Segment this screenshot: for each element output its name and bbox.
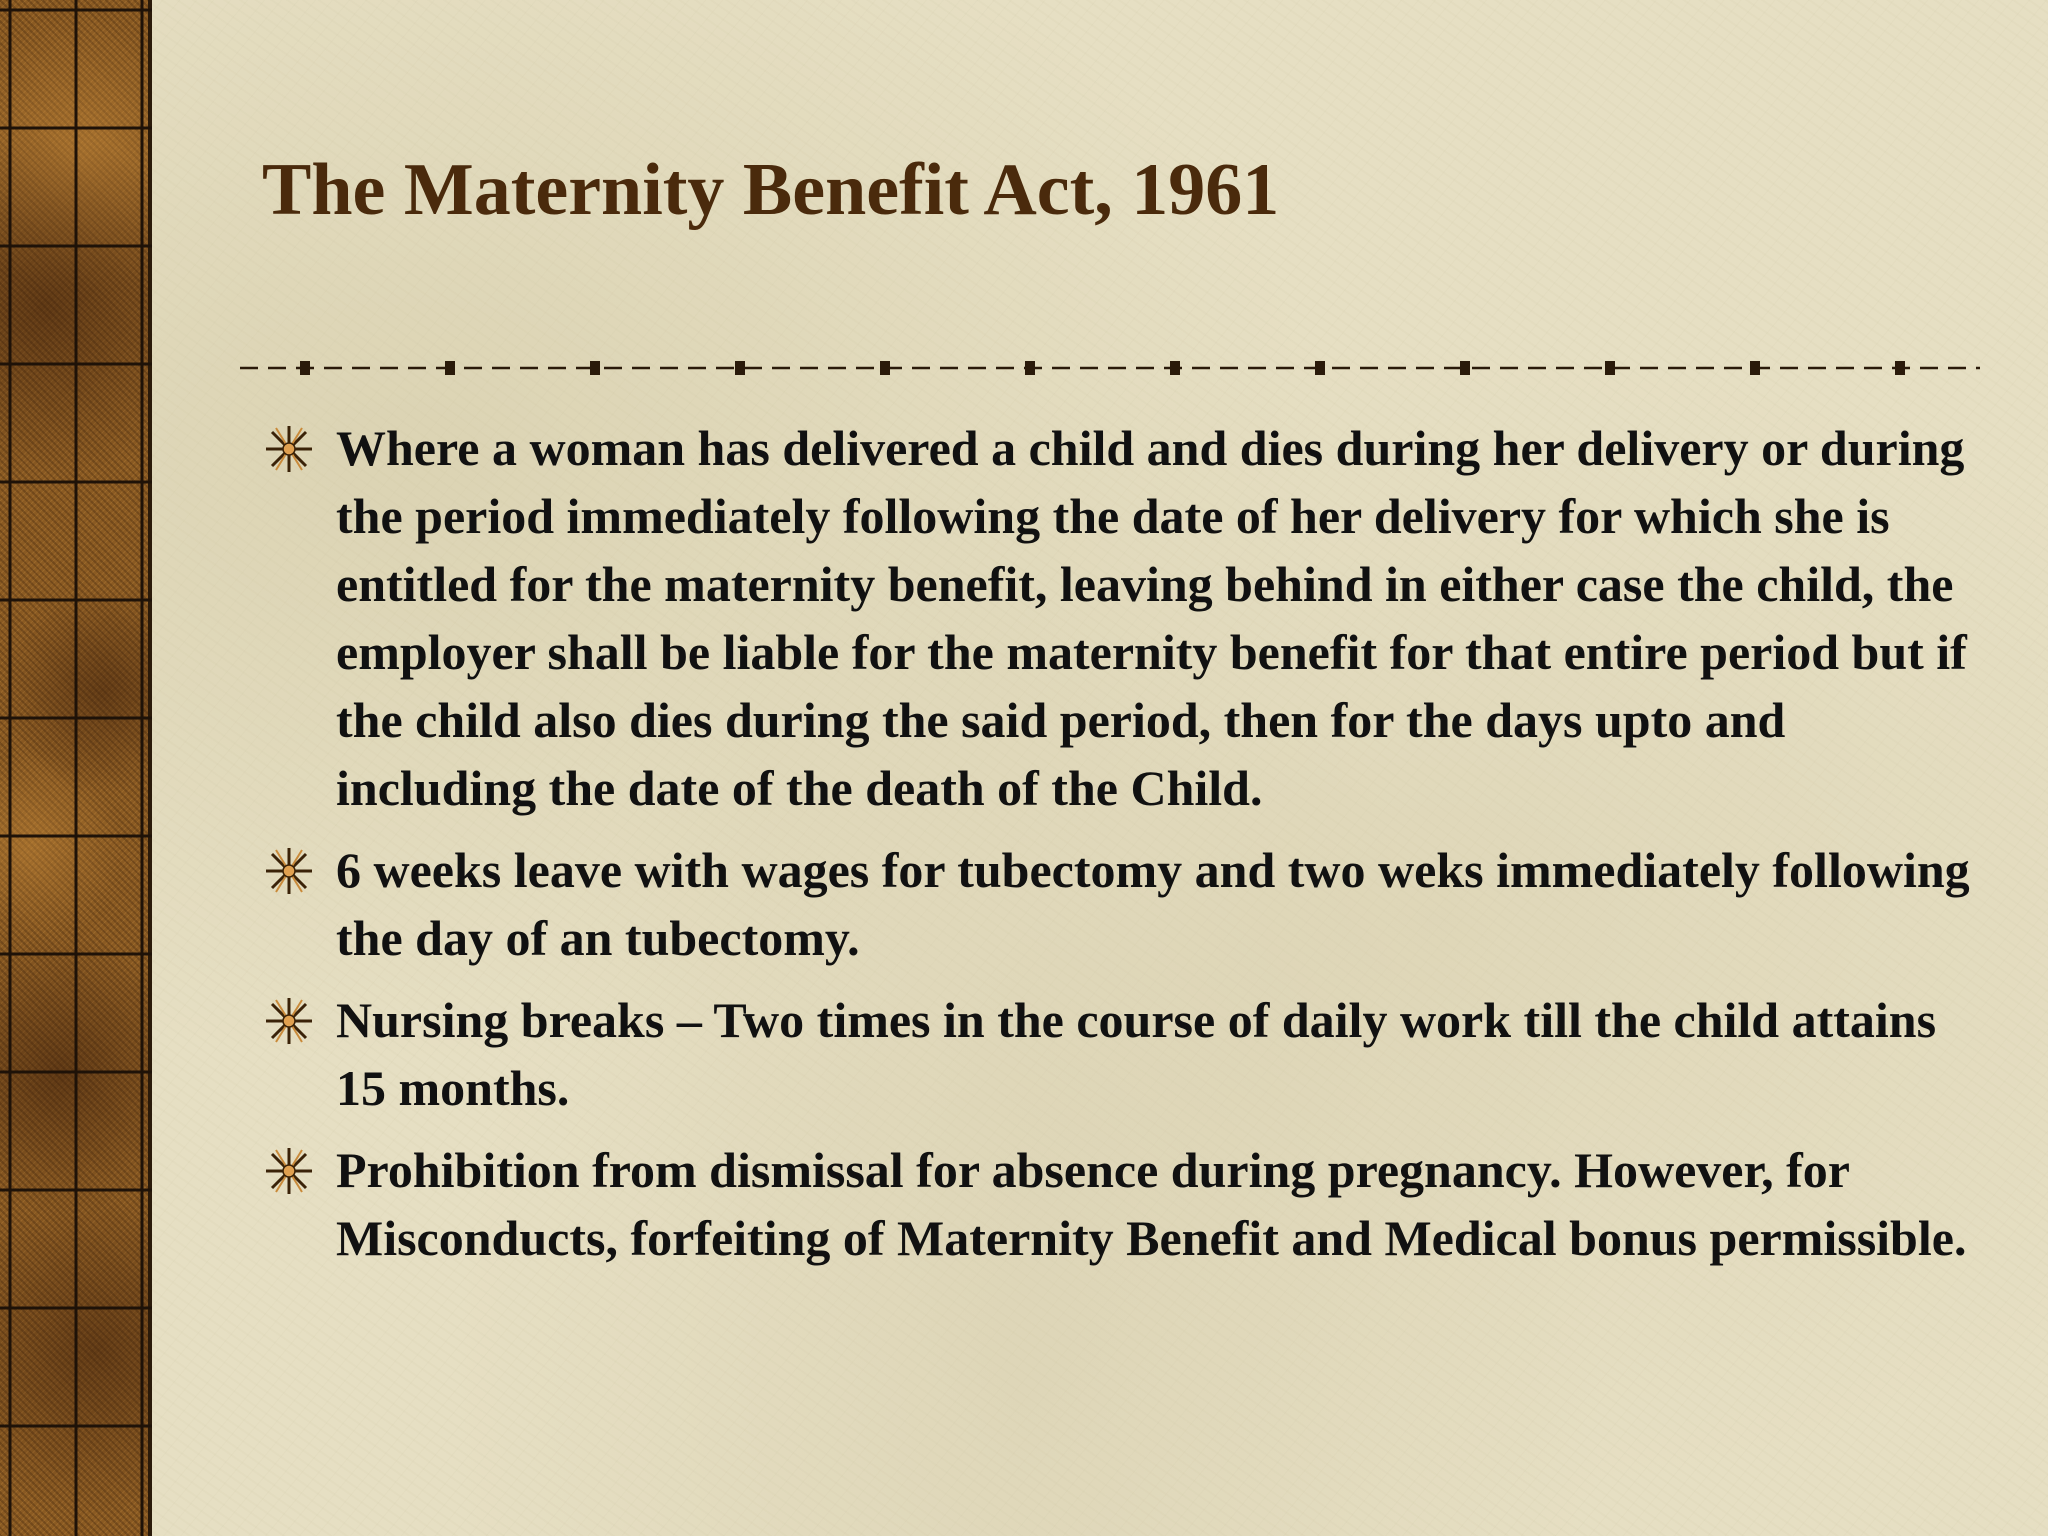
bullet-text: Nursing breaks – Two times in the course of daily work till the child attains 15 months. [336,992,1937,1116]
bullet-list [262,414,1982,1286]
title-divider [240,356,1980,380]
slide-title: The Maternity Benefit Act, 1961 [262,149,1280,231]
star-burst-icon [264,1146,314,1196]
side-strip-grid [0,0,152,1536]
bullet-text: Where a woman has delivered a child and dies during her delivery or during the period immediately following the date of her delivery for which she is entitled for the maternity benefit, leaving behind in either case the child, the employer shall be liable for the maternity benefit for that entire period but if the child also dies during the said period, then for the days upto and including the date of the death of the Child. [336,420,1967,816]
bullet-item [262,836,1982,972]
bullet-text: Prohibition from dismissal for absence during pregnancy. However, for Misconducts, forfeiting of Maternity Benefit and Medical bonus permissible. [336,1142,1967,1266]
bullet-item [262,986,1982,1122]
star-burst-icon [264,996,314,1046]
bullet-text: 6 weeks leave with wages for tubectomy and two weks immediately following the day of an tubectomy. [336,842,1970,966]
star-burst-icon [264,846,314,896]
divider-dots [300,361,1905,375]
bullet-item [262,1136,1982,1272]
decorative-side-strip [0,0,152,1536]
star-burst-icon [264,424,314,474]
bullet-item [262,414,1982,822]
